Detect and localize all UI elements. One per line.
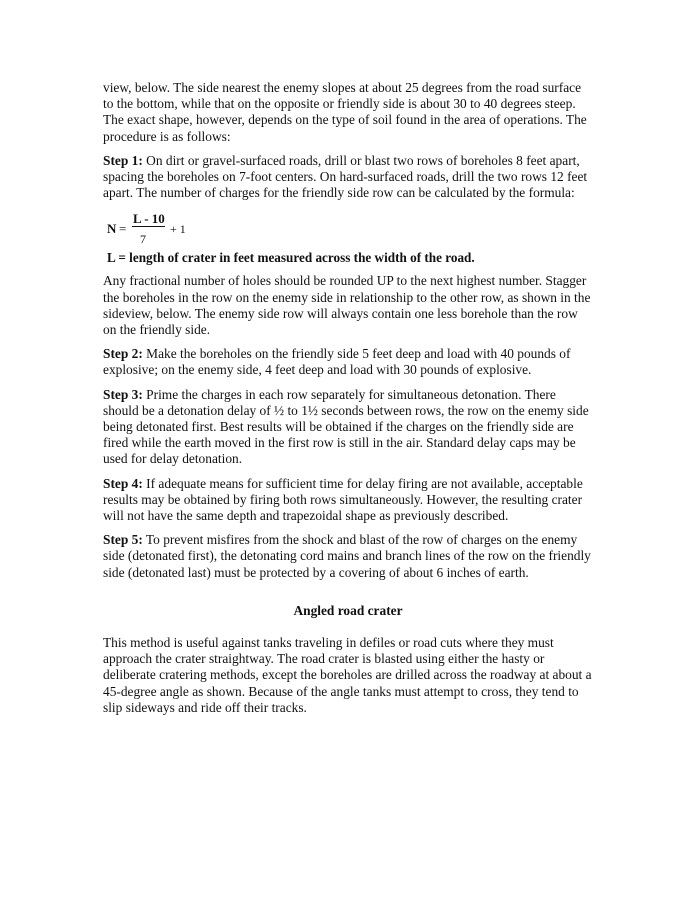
formula-definition: L = length of crater in feet measured across the width of the road. xyxy=(107,250,475,266)
step-1-paragraph xyxy=(103,153,593,202)
fraction-bar xyxy=(132,226,165,227)
angled-crater-paragraph: This method is useful against tanks traveling in defiles or road cuts where they must approach the crater straightway. The road crater is blasted using either the hasty or deliberate cratering methods, except the boreholes are drilled across the roadway at about a 45-degree angle as shown. Because of the angle tanks must attempt to cross, they tend to slip sideways and ride off their tracks. xyxy=(103,635,592,715)
step-2-paragraph xyxy=(103,346,593,378)
step-4-paragraph xyxy=(103,476,593,525)
step-3-paragraph xyxy=(103,387,593,468)
step-4-text: If adequate means for sufficient time for delay firing are not available, acceptable results may be obtained by firing both rows simultaneously. However, the resulting crater will not have the same depth and trapezoidal shape as previously described. xyxy=(103,475,583,524)
step-5-label: Step 5: xyxy=(103,532,143,548)
rounding-paragraph: Any fractional number of holes should be rounded UP to the next highest number. Stagger the boreholes in the row on the enemy side in relationship to the other row, as shown in the sideview, below. The enemy side row will always contain one less borehole than the row on the friendly side. xyxy=(103,273,591,338)
step-2-text: Make the boreholes on the friendly side 5 feet deep and load with 40 pounds of explosive; on the enemy side, 4 feet deep and load with 30 pounds of explosive. xyxy=(103,346,571,378)
step-5-text: To prevent misfires from the shock and blast of the row of charges on the enemy side (detonated first), the detonating cord mains and branch lines of the row on the friendly side (detonated last) must be protected by a covering of about 6 inches of earth. xyxy=(103,532,591,580)
formula-plus-term: + 1 xyxy=(170,222,186,237)
step-5-paragraph xyxy=(103,532,593,581)
step-3-label: Step 3: xyxy=(103,386,143,402)
step-2-label: Step 2: xyxy=(103,346,143,362)
document-page xyxy=(103,80,593,724)
step-1-label: Step 1: xyxy=(103,152,143,168)
step-3-text: Prime the charges in each row separately for simultaneous detonation. There should be a detonation delay of ½ to 1½ seconds between rows, the row on the enemy side being detonated first. Best results will be obtained if the charges on the friendly side are fired while the earth moved in the first row is still in the air. Standard delay caps may be used for delay detonation. xyxy=(103,386,589,467)
section-heading-angled-crater: Angled road crater xyxy=(293,602,403,618)
formula-equals: = xyxy=(119,221,127,237)
step-1-text: On dirt or gravel-surfaced roads, drill or blast two rows of boreholes 8 feet apart, spacing the boreholes on 7-foot centers. On hard-surfaced roads, drill the two rows 12 feet apart. The number of charges for the friendly side row can be calculated by the formula: xyxy=(103,152,588,201)
borehole-formula xyxy=(103,209,593,269)
step-4-label: Step 4: xyxy=(103,475,143,491)
formula-denominator: 7 xyxy=(140,232,146,247)
formula-numerator: L - 10 xyxy=(133,211,165,227)
formula-lhs: N xyxy=(107,221,117,237)
intro-paragraph: view, below. The side nearest the enemy slopes at about 25 degrees from the road surface to the bottom, while that on the opposite or friendly side is about 30 to 40 degrees steep. The exact shape, however, depends on the type of soil found in the area of operations. The procedure is as follows: xyxy=(103,80,587,144)
